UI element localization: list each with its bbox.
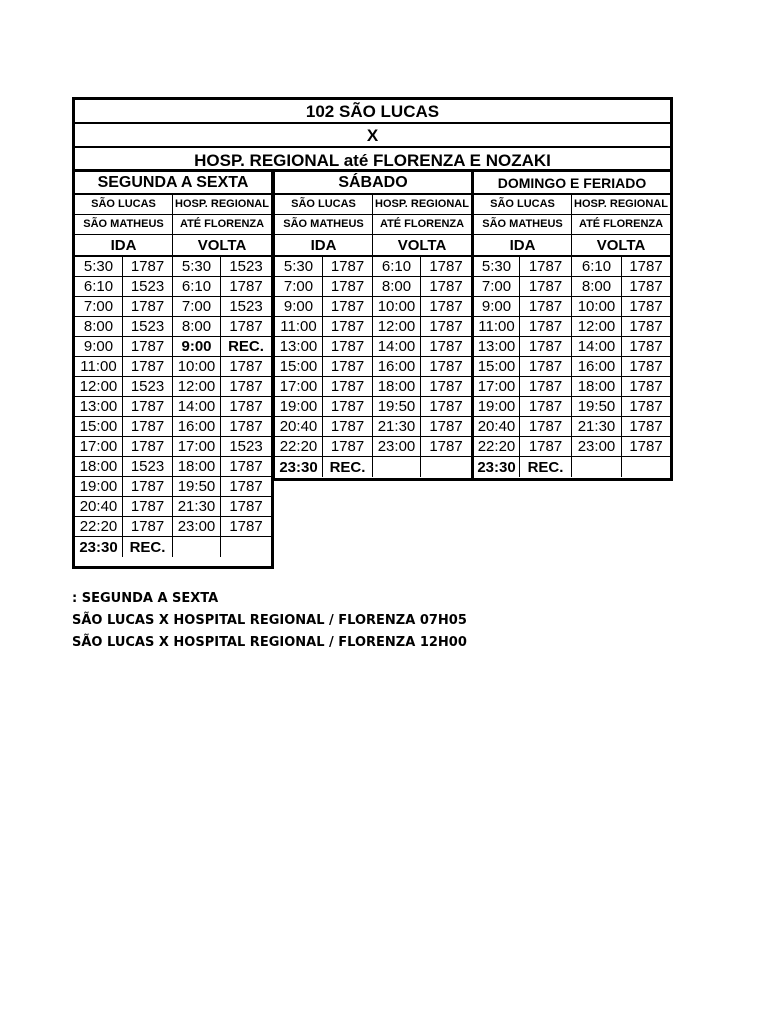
- departure-time-cell: 6:10: [572, 257, 622, 277]
- departure-time-cell: 16:00: [173, 417, 221, 437]
- vehicle-number-cell: 1787: [520, 397, 572, 417]
- departure-time-cell: 7:00: [474, 277, 520, 297]
- vehicle-number-cell: 1787: [123, 517, 173, 537]
- vehicle-number-cell: 1523: [123, 377, 173, 397]
- vehicle-number-cell: 1787: [520, 317, 572, 337]
- departure-time-cell: 19:00: [75, 477, 123, 497]
- vehicle-number-cell: 1787: [323, 377, 373, 397]
- departure-time-cell: [572, 457, 622, 477]
- vehicle-number-cell: [421, 457, 471, 477]
- departure-time-cell: 9:00: [474, 297, 520, 317]
- vehicle-number-cell: REC.: [520, 457, 572, 477]
- departure-time-cell: 23:30: [474, 457, 520, 477]
- vehicle-number-cell: 1787: [520, 357, 572, 377]
- departure-time-cell: 22:20: [75, 517, 123, 537]
- departure-time-cell: 16:00: [572, 357, 622, 377]
- departure-time-cell: 23:30: [275, 457, 323, 477]
- departure-time-cell: 22:20: [474, 437, 520, 457]
- origin-label: SÃO LUCAS: [474, 195, 572, 215]
- departure-time-cell: 13:00: [275, 337, 323, 357]
- origin-label: HOSP. REGIONAL: [173, 195, 271, 215]
- vehicle-number-cell: 1787: [323, 297, 373, 317]
- departure-time-cell: 6:10: [173, 277, 221, 297]
- departure-time-cell: 21:30: [373, 417, 421, 437]
- departure-time-cell: 10:00: [373, 297, 421, 317]
- departure-time-cell: 10:00: [572, 297, 622, 317]
- destination-label: SÃO MATHEUS: [474, 215, 572, 235]
- departure-time-cell: 18:00: [373, 377, 421, 397]
- vehicle-number-cell: 1787: [421, 257, 471, 277]
- departure-time-cell: 14:00: [173, 397, 221, 417]
- vehicle-number-cell: [221, 537, 271, 557]
- vehicle-number-cell: 1787: [622, 357, 670, 377]
- departure-time-cell: 21:30: [572, 417, 622, 437]
- vehicle-number-cell: 1787: [421, 357, 471, 377]
- departure-time-cell: 17:00: [474, 377, 520, 397]
- vehicle-number-cell: 1787: [421, 317, 471, 337]
- departure-time-cell: 7:00: [75, 297, 123, 317]
- vehicle-number-cell: 1787: [520, 417, 572, 437]
- departure-time-cell: 8:00: [373, 277, 421, 297]
- vehicle-number-cell: 1523: [221, 437, 271, 457]
- vehicle-number-cell: 1523: [123, 277, 173, 297]
- vehicle-number-cell: 1787: [123, 337, 173, 357]
- vehicle-number-cell: 1787: [123, 357, 173, 377]
- origin-label: SÃO LUCAS: [75, 195, 173, 215]
- departure-time-cell: 13:00: [75, 397, 123, 417]
- departure-time-cell: 5:30: [173, 257, 221, 277]
- vehicle-number-cell: 1787: [421, 417, 471, 437]
- departure-time-cell: 14:00: [373, 337, 421, 357]
- departure-time-cell: 20:40: [275, 417, 323, 437]
- vehicle-number-cell: 1787: [123, 257, 173, 277]
- direction-ida: IDA: [474, 235, 572, 257]
- departure-time-cell: 5:30: [75, 257, 123, 277]
- departure-time-cell: 19:50: [572, 397, 622, 417]
- vehicle-number-cell: 1787: [323, 417, 373, 437]
- destination-label: ATÉ FLORENZA: [173, 215, 271, 235]
- departure-time-cell: 23:00: [373, 437, 421, 457]
- vehicle-number-cell: 1787: [622, 337, 670, 357]
- vehicle-number-cell: 1787: [221, 417, 271, 437]
- schedule-title: DOMINGO E FERIADO: [474, 172, 670, 195]
- vehicle-number-cell: 1787: [123, 477, 173, 497]
- vehicle-number-cell: [622, 457, 670, 477]
- departure-time-cell: 15:00: [75, 417, 123, 437]
- vehicle-number-cell: 1787: [520, 257, 572, 277]
- departure-time-cell: 9:00: [75, 337, 123, 357]
- departure-time-cell: 21:30: [173, 497, 221, 517]
- departure-time-cell: 8:00: [75, 317, 123, 337]
- direction-volta: VOLTA: [373, 235, 471, 257]
- destination-label: ATÉ FLORENZA: [572, 215, 670, 235]
- destination-label: SÃO MATHEUS: [75, 215, 173, 235]
- vehicle-number-cell: 1787: [421, 297, 471, 317]
- origin-label: SÃO LUCAS: [275, 195, 373, 215]
- departure-time-cell: 19:00: [474, 397, 520, 417]
- vehicle-number-cell: 1787: [221, 397, 271, 417]
- departure-time-cell: 22:20: [275, 437, 323, 457]
- departure-time-cell: 19:00: [275, 397, 323, 417]
- vehicle-number-cell: 1787: [123, 297, 173, 317]
- departure-time-cell: 18:00: [75, 457, 123, 477]
- origin-label: HOSP. REGIONAL: [373, 195, 471, 215]
- note-line: SÃO LUCAS X HOSPITAL REGIONAL / FLORENZA 07H05: [72, 613, 467, 628]
- vehicle-number-cell: 1787: [221, 317, 271, 337]
- notes: [72, 588, 467, 654]
- departure-time-cell: 18:00: [572, 377, 622, 397]
- vehicle-number-cell: 1787: [323, 317, 373, 337]
- departure-time-cell: 8:00: [572, 277, 622, 297]
- direction-ida: IDA: [275, 235, 373, 257]
- departure-time-cell: 12:00: [572, 317, 622, 337]
- vehicle-number-cell: 1787: [221, 477, 271, 497]
- vehicle-number-cell: 1523: [221, 257, 271, 277]
- vehicle-number-cell: 1787: [622, 417, 670, 437]
- departure-time-cell: 10:00: [173, 357, 221, 377]
- departure-time-cell: 6:10: [373, 257, 421, 277]
- vehicle-number-cell: 1523: [123, 317, 173, 337]
- direction-volta: VOLTA: [173, 235, 271, 257]
- departure-time-cell: 8:00: [173, 317, 221, 337]
- vehicle-number-cell: 1787: [323, 437, 373, 457]
- vehicle-number-cell: 1787: [221, 377, 271, 397]
- departure-time-cell: 11:00: [275, 317, 323, 337]
- departure-time-cell: 11:00: [474, 317, 520, 337]
- vehicle-number-cell: 1787: [123, 417, 173, 437]
- departure-time-cell: 20:40: [474, 417, 520, 437]
- departure-time-cell: 14:00: [572, 337, 622, 357]
- vehicle-number-cell: 1787: [221, 457, 271, 477]
- route-header: [72, 97, 673, 175]
- note-line: SÃO LUCAS X HOSPITAL REGIONAL / FLORENZA 12H00: [72, 635, 467, 650]
- vehicle-number-cell: 1787: [421, 397, 471, 417]
- vehicle-number-cell: 1787: [221, 277, 271, 297]
- vehicle-number-cell: 1523: [221, 297, 271, 317]
- vehicle-number-cell: 1787: [622, 397, 670, 417]
- vehicle-number-cell: 1787: [323, 357, 373, 377]
- departure-time-cell: 13:00: [474, 337, 520, 357]
- departure-time-cell: 16:00: [373, 357, 421, 377]
- vehicle-number-cell: 1787: [622, 277, 670, 297]
- vehicle-number-cell: 1787: [421, 337, 471, 357]
- schedule-title: SEGUNDA A SEXTA: [75, 172, 271, 195]
- vehicle-number-cell: 1787: [123, 497, 173, 517]
- departure-time-cell: 17:00: [275, 377, 323, 397]
- vehicle-number-cell: 1787: [123, 397, 173, 417]
- departure-time-cell: 17:00: [173, 437, 221, 457]
- destination-label: SÃO MATHEUS: [275, 215, 373, 235]
- departure-time-cell: [173, 537, 221, 557]
- vehicle-number-cell: REC.: [123, 537, 173, 557]
- vehicle-number-cell: REC.: [221, 337, 271, 357]
- vehicle-number-cell: 1787: [221, 357, 271, 377]
- departure-time-cell: 18:00: [173, 457, 221, 477]
- vehicle-number-cell: 1787: [622, 317, 670, 337]
- departure-time-cell: 17:00: [75, 437, 123, 457]
- vehicle-number-cell: 1787: [520, 437, 572, 457]
- vehicle-number-cell: 1787: [520, 337, 572, 357]
- vehicle-number-cell: 1787: [622, 257, 670, 277]
- departure-time-cell: 7:00: [173, 297, 221, 317]
- schedule-sunday-holiday: [471, 169, 673, 481]
- departure-time-cell: 19:50: [173, 477, 221, 497]
- schedule-title: SÁBADO: [275, 172, 471, 195]
- vehicle-number-cell: 1787: [622, 377, 670, 397]
- vehicle-number-cell: 1787: [520, 277, 572, 297]
- route-number-title: 102 SÃO LUCAS: [75, 100, 670, 124]
- departure-time-cell: 23:00: [173, 517, 221, 537]
- departure-time-cell: 7:00: [275, 277, 323, 297]
- vehicle-number-cell: 1787: [421, 377, 471, 397]
- departure-time-cell: 12:00: [75, 377, 123, 397]
- vehicle-number-cell: 1787: [622, 297, 670, 317]
- departure-time-cell: 11:00: [75, 357, 123, 377]
- departure-time-cell: 9:00: [275, 297, 323, 317]
- direction-ida: IDA: [75, 235, 173, 257]
- departure-time-cell: 19:50: [373, 397, 421, 417]
- vehicle-number-cell: 1787: [323, 337, 373, 357]
- origin-label: HOSP. REGIONAL: [572, 195, 670, 215]
- departure-time-cell: 23:30: [75, 537, 123, 557]
- vehicle-number-cell: 1787: [421, 437, 471, 457]
- vehicle-number-cell: 1787: [520, 377, 572, 397]
- vehicle-number-cell: REC.: [323, 457, 373, 477]
- schedule-saturday: [272, 169, 474, 481]
- departure-time-cell: 9:00: [173, 337, 221, 357]
- route-separator: X: [75, 124, 670, 148]
- vehicle-number-cell: 1787: [520, 297, 572, 317]
- vehicle-number-cell: 1787: [123, 437, 173, 457]
- departure-time-cell: 23:00: [572, 437, 622, 457]
- vehicle-number-cell: 1523: [123, 457, 173, 477]
- schedule-weekdays: [72, 169, 274, 569]
- departure-time-cell: 15:00: [275, 357, 323, 377]
- departure-time-cell: 20:40: [75, 497, 123, 517]
- departure-time-cell: 15:00: [474, 357, 520, 377]
- departure-time-cell: 12:00: [173, 377, 221, 397]
- departure-time-cell: [373, 457, 421, 477]
- vehicle-number-cell: 1787: [421, 277, 471, 297]
- departure-time-cell: 5:30: [474, 257, 520, 277]
- departure-time-cell: 12:00: [373, 317, 421, 337]
- vehicle-number-cell: 1787: [323, 397, 373, 417]
- destination-label: ATÉ FLORENZA: [373, 215, 471, 235]
- vehicle-number-cell: 1787: [221, 517, 271, 537]
- vehicle-number-cell: 1787: [323, 257, 373, 277]
- vehicle-number-cell: 1787: [221, 497, 271, 517]
- vehicle-number-cell: 1787: [622, 437, 670, 457]
- departure-time-cell: 6:10: [75, 277, 123, 297]
- vehicle-number-cell: 1787: [323, 277, 373, 297]
- direction-volta: VOLTA: [572, 235, 670, 257]
- route-destination: HOSP. REGIONAL até FLORENZA E NOZAKI: [194, 150, 551, 170]
- note-line: : SEGUNDA A SEXTA: [72, 591, 219, 606]
- departure-time-cell: 5:30: [275, 257, 323, 277]
